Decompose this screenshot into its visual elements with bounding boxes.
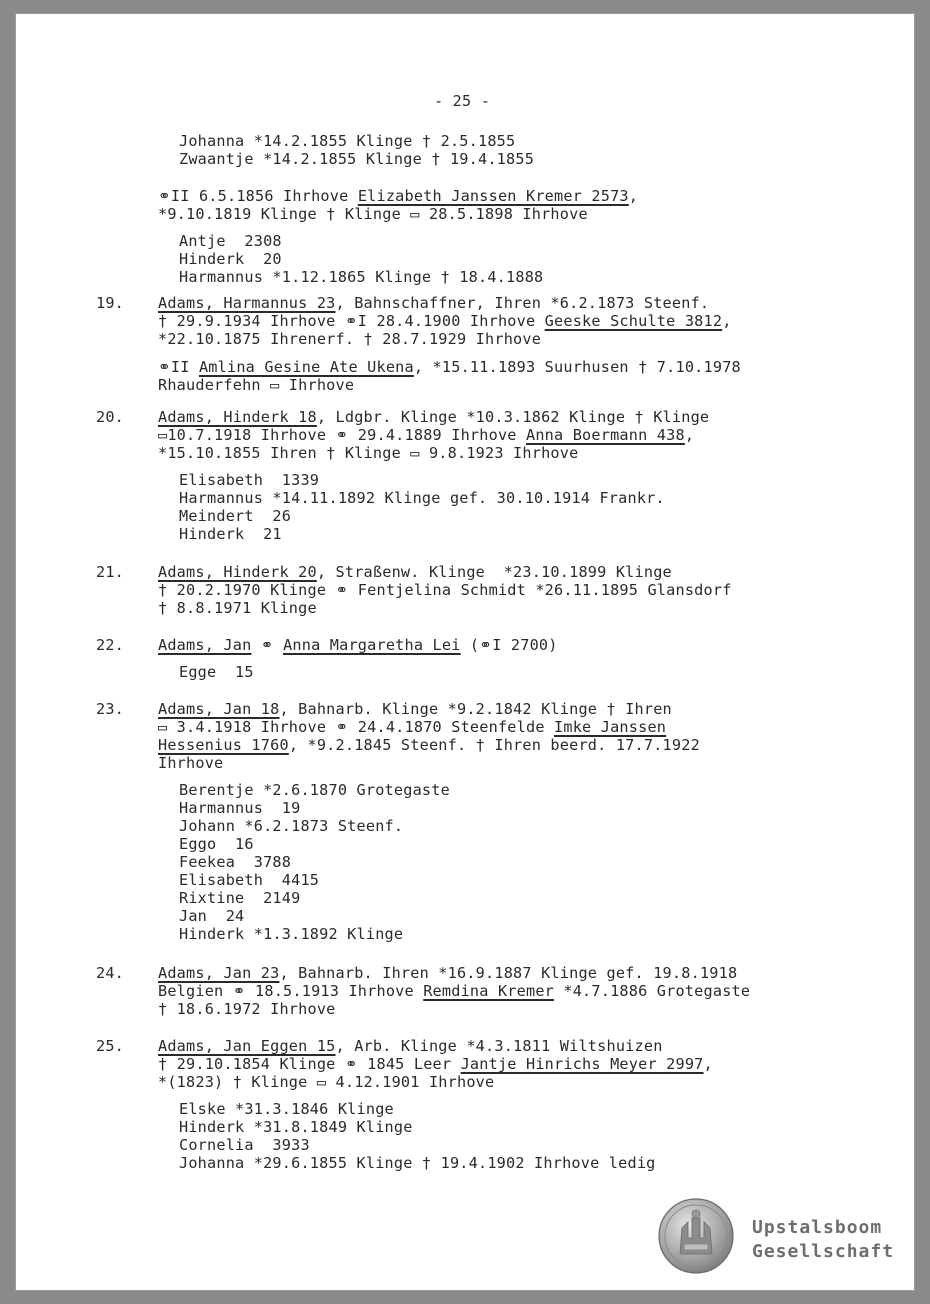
underlined-name: Adams, Jan 23 [158,964,280,982]
text-segment: ⚭ [251,636,284,654]
text-segment: *15.10.1855 Ihren † Klinge ▭ 9.8.1923 Ihrhove [158,444,579,462]
text-line [158,426,694,444]
underlined-name: Anna Boermann 438 [525,426,685,444]
logo-line-2: Gesellschaft [752,1241,895,1262]
text-line [179,489,665,507]
text-line [158,408,709,426]
text-line [179,889,300,907]
entry-number: 21. [96,563,125,581]
underlined-name: Adams, Hinderk 20 [158,563,317,581]
text-segment: , Bahnschaffner, Ihren *6.2.1873 Steenf. [335,294,710,312]
text-line [158,964,737,982]
text-line [158,205,588,223]
text-line [158,330,541,348]
text-segment: , Arb. Klinge *4.3.1811 Wiltshuizen [335,1037,663,1055]
text-segment: ⚭II [158,358,199,376]
underlined-name: Adams, Jan [158,636,252,654]
text-segment: Hinderk *1.3.1892 Klinge [179,925,404,943]
text-line [158,1000,336,1018]
text-segment: ▭10.7.1918 Ihrhove ⚭ 29.4.1889 Ihrhove [158,426,526,444]
text-line [158,1055,713,1073]
text-segment: † 29.9.1934 Ihrhove ⚭I 28.4.1900 Ihrhove [158,312,545,330]
text-segment: , [703,1055,713,1073]
text-line [179,817,403,835]
text-line [179,132,515,150]
text-line [158,444,578,462]
text-segment: Elske *31.3.1846 Klinge [179,1100,394,1118]
underlined-name: Elizabeth Janssen Kremer 2573 [357,187,629,205]
text-segment: Harmannus *14.11.1892 Klinge gef. 30.10.1914 Frankr. [179,489,665,507]
text-line [179,250,282,268]
text-segment: Belgien ⚭ 18.5.1913 Ihrhove [158,982,424,1000]
seal-icon [658,1198,734,1274]
entry-number: 20. [96,408,125,426]
text-line [179,1100,394,1118]
text-segment: Rhauderfehn ▭ Ihrhove [158,376,355,394]
text-segment: Johanna *29.6.1855 Klinge † 19.4.1902 Ihrhove ledig [179,1154,656,1172]
text-segment: Ihrhove [158,754,224,772]
entry-number: 23. [96,700,125,718]
text-line [158,718,666,736]
text-segment: Zwaantje *14.2.1855 Klinge † 19.4.1855 [179,150,535,168]
underlined-name: Jantje Hinrichs Meyer 2997 [460,1055,704,1073]
document-page [16,14,914,1290]
text-line [158,636,558,654]
text-segment: † 20.2.1970 Klinge ⚭ Fentjelina Schmidt *26.11.1895 Glansdorf [158,581,732,599]
text-line [179,1136,310,1154]
society-logo [658,1198,908,1278]
text-line [158,982,750,1000]
underlined-name: Anna Margaretha Lei [283,636,461,654]
text-line [158,599,317,617]
text-segment: ▭ 3.4.1918 Ihrhove ⚭ 24.4.1870 Steenfelde [158,718,555,736]
text-segment: *(1823) † Klinge ▭ 4.12.1901 Ihrhove [158,1073,495,1091]
text-segment: *4.7.1886 Grotegaste [554,982,751,1000]
text-segment: Rixtine 2149 [179,889,301,907]
text-line [158,700,672,718]
text-line [179,232,282,250]
logo-line-1: Upstalsboom [752,1217,883,1238]
text-segment: , [628,187,639,205]
text-segment: ⚭II 6.5.1856 Ihrhove [158,187,358,205]
text-segment: Hinderk 21 [179,525,282,543]
underlined-name: Amlina Gesine Ate Ukena [198,358,414,376]
text-segment: Johann *6.2.1873 Steenf. [179,817,404,835]
text-segment: Harmannus *1.12.1865 Klinge † 18.4.1888 [179,268,544,286]
underlined-name: Adams, Harmannus 23 [158,294,336,312]
text-line [179,1118,413,1136]
underlined-name: Remdina Kremer [423,982,555,1000]
text-segment: Hinderk 20 [179,250,282,268]
text-line [158,294,709,312]
text-segment: Eggo 16 [179,835,254,853]
text-line [179,871,319,889]
underlined-name: Geeske Schulte 3812 [544,312,723,330]
text-segment: *9.10.1819 Klinge † Klinge ▭ 28.5.1898 Ihrhove [158,205,588,223]
text-segment: , Ldgbr. Klinge *10.3.1862 Klinge † Klinge [316,408,710,426]
text-line [158,1073,494,1091]
text-segment: Feekea 3788 [179,853,292,871]
text-segment: Hinderk *31.8.1849 Klinge [179,1118,413,1136]
text-segment: , *15.11.1893 Suurhusen † 7.10.1978 [413,358,741,376]
text-line [179,525,282,543]
text-segment: (⚭I 2700) [460,636,558,654]
text-line [179,835,254,853]
text-segment: Elisabeth 4415 [179,871,320,889]
text-segment: , [722,312,732,330]
text-line [179,853,291,871]
text-line [179,799,300,817]
text-line [158,358,741,376]
text-line [179,925,403,943]
entry-number: 25. [96,1037,125,1055]
text-segment: Jan 24 [179,907,245,925]
text-segment: Cornelia 3933 [179,1136,310,1154]
text-segment: † 8.8.1971 Klinge [158,599,317,617]
text-line [158,754,223,772]
text-line [158,187,638,205]
text-segment: † 18.6.1972 Ihrhove [158,1000,336,1018]
text-segment: † 29.10.1854 Klinge ⚭ 1845 Leer [158,1055,461,1073]
entry-number: 24. [96,964,125,982]
text-line [158,563,672,581]
entry-number: 19. [96,294,125,312]
text-line [158,581,732,599]
text-segment: , Bahnarb. Klinge *9.2.1842 Klinge † Ihren [279,700,672,718]
underlined-name: Adams, Jan Eggen 15 [158,1037,336,1055]
text-line [179,907,244,925]
text-segment: Antje 2308 [179,232,282,250]
text-line [158,376,354,394]
entry-number: 22. [96,636,125,654]
text-segment: Johanna *14.2.1855 Klinge † 2.5.1855 [179,132,516,150]
text-line [179,663,254,681]
text-line [158,736,700,754]
text-segment: *22.10.1875 Ihrenerf. † 28.7.1929 Ihrhove [158,330,542,348]
page-number: - 25 - [434,92,491,110]
underlined-name: Hessenius 1760 [158,736,289,754]
text-segment: , Straßenw. Klinge *23.10.1899 Klinge [316,563,672,581]
text-segment: Berentje *2.6.1870 Grotegaste [179,781,450,799]
text-line [158,1037,663,1055]
text-segment: Harmannus 19 [179,799,301,817]
underlined-name: Adams, Jan 18 [158,700,280,718]
text-segment: , [684,426,695,444]
text-line [179,268,543,286]
text-line [179,150,534,168]
text-line [179,781,450,799]
underlined-name: Adams, Hinderk 18 [158,408,317,426]
text-segment: Elisabeth 1339 [179,471,320,489]
text-segment: Egge 15 [179,663,254,681]
text-segment: , Bahnarb. Ihren *16.9.1887 Klinge gef. 19.8.1918 [279,964,738,982]
underlined-name: Imke Janssen [554,718,667,736]
text-segment: Meindert 26 [179,507,292,525]
text-line [179,507,291,525]
text-line [179,471,319,489]
genealogy-text [16,14,914,1290]
text-line [179,1154,656,1172]
text-line [158,312,732,330]
text-segment: , *9.2.1845 Steenf. † Ihren beerd. 17.7.1922 [288,736,700,754]
